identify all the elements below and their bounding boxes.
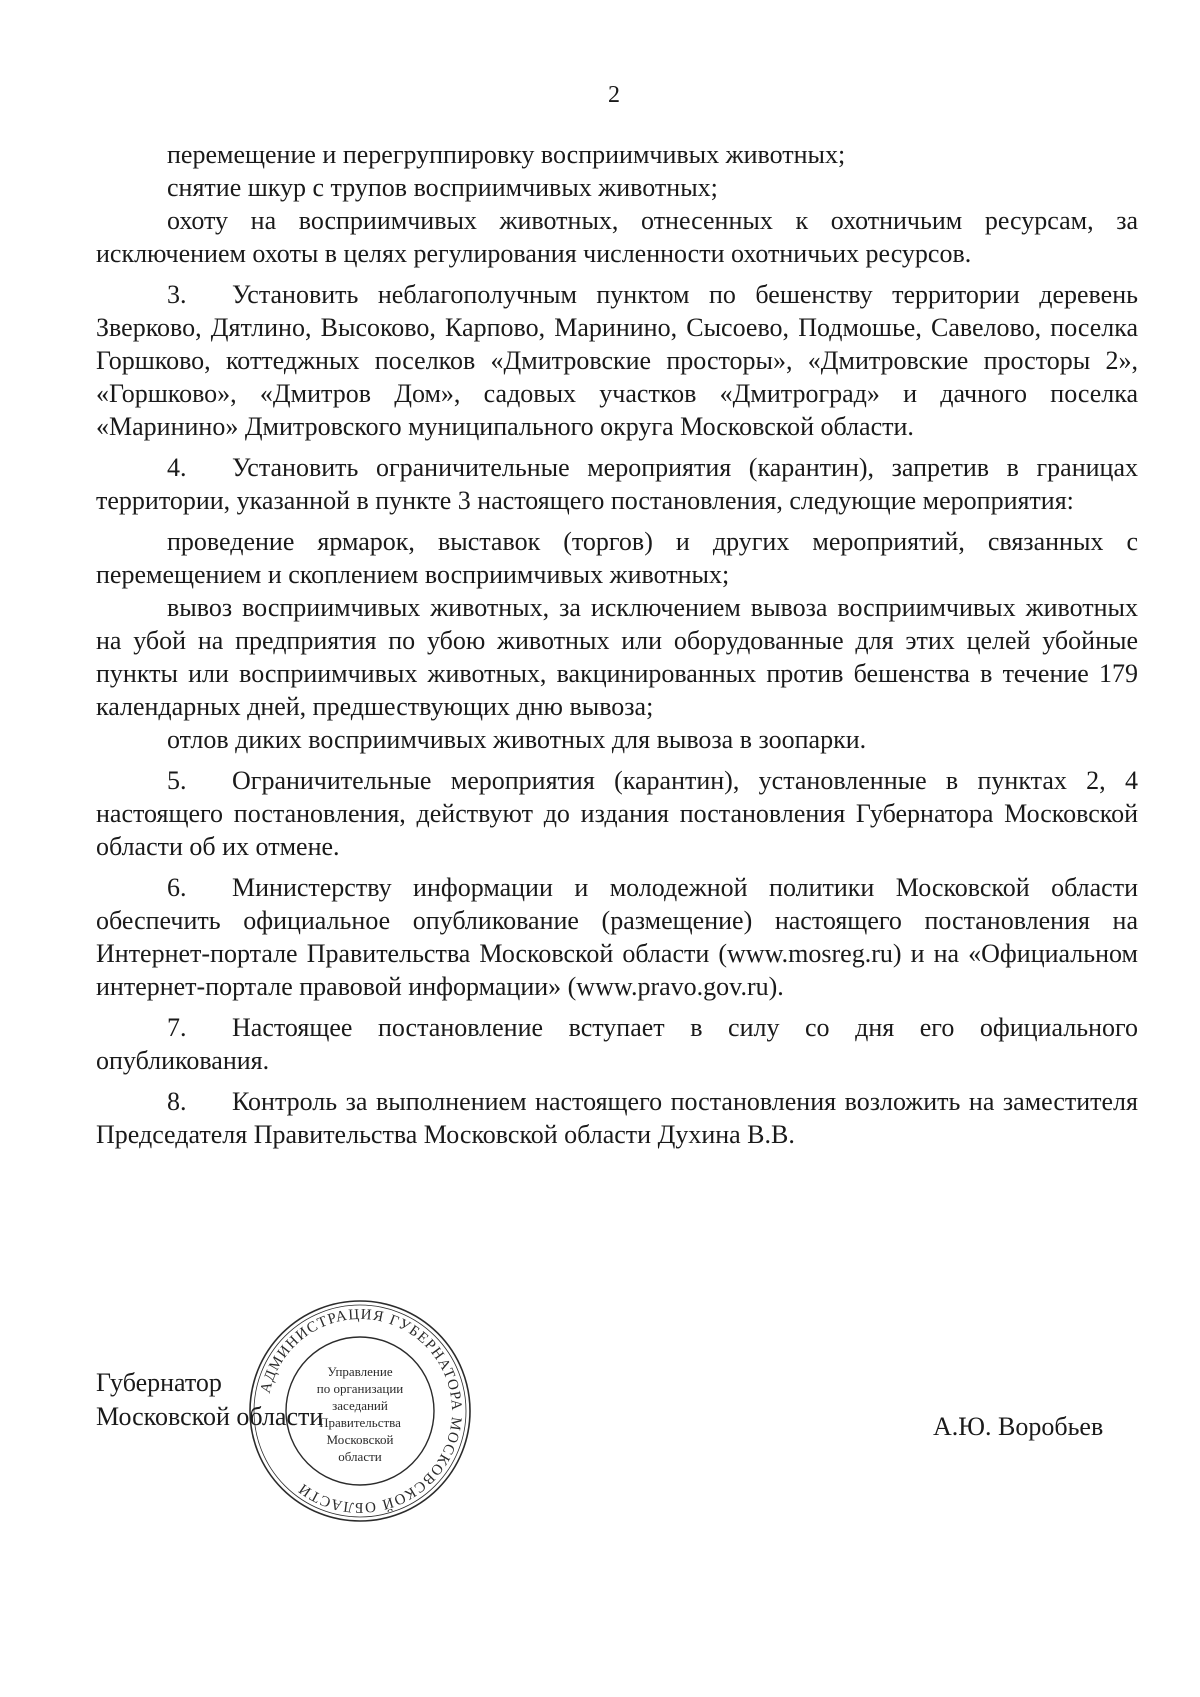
paragraph: охоту на восприимчивых животных, отнесенных к охотничьим ресурсам, за исключением охоты в целях регулирования численности охотничьих ресурсов. (96, 206, 1138, 268)
paragraph: перемещение и перегруппировку восприимчивых животных; (167, 140, 846, 169)
paragraph-number: 7. (167, 1013, 187, 1042)
seal-ring-text: АДМИНИСТРАЦИЯ ГУБЕРНАТОРА МОСКОВСКОЙ ОБЛАСТИ (257, 1306, 465, 1516)
signatory-title (96, 1366, 323, 1434)
seal-inner-line: Московской (326, 1432, 394, 1447)
paragraph: проведение ярмарок, выставок (торгов) и других мероприятий, связанных с перемещением и скоплением восприимчивых животных; (96, 527, 1138, 589)
paragraph-text: Настоящее постановление вступает в силу со дня его официального опубликования. (96, 1013, 1138, 1075)
numbered-paragraph-6 (96, 871, 1138, 1003)
paragraph-text: Ограничительные мероприятия (карантин), установленные в пунктах 2, 4 настоящего постановления, действуют до издания постановления Губернатора Московской области об их отмене. (96, 766, 1138, 861)
seal-inner-line: области (338, 1449, 382, 1464)
seal-inner-line: Правительства (319, 1415, 401, 1430)
paragraph-number: 3. (167, 280, 187, 309)
paragraph-number: 6. (167, 873, 187, 902)
paragraph-number: 4. (167, 453, 187, 482)
page-number: 2 (608, 82, 620, 108)
paragraph-number: 8. (167, 1087, 187, 1116)
paragraph: отлов диких восприимчивых животных для вывоза в зоопарки. (167, 725, 867, 754)
document-body (96, 138, 1138, 1151)
signatory-title-line: Губернатор (96, 1368, 222, 1397)
seal-inner-line: Управление (327, 1364, 393, 1379)
paragraph-text: Установить неблагополучным пунктом по бешенству территории деревень Зверково, Дятлино, Высоково, Карпово, Маринино, Сысоево, Подмошье, Савелово, поселка Горшково, коттеджных поселков «Дмитровские просторы», «Дмитровские просторы 2», «Горшково», «Дмитров Дом», садовых участков «Дмитроград» и дачного поселка «Маринино» Дмитровского муниципального округа Московской области. (96, 280, 1138, 441)
signatory-title-line: Московской области (96, 1402, 324, 1431)
numbered-paragraph-5 (96, 764, 1138, 863)
signatory-name: А.Ю. Воробьев (933, 1412, 1104, 1441)
numbered-paragraph-8 (96, 1085, 1138, 1151)
paragraph-text: Министерству информации и молодежной политики Московской области обеспечить официальное опубликование (размещение) настоящего постановления на Интернет-портале Правительства Московской области (www.mosreg.ru) и на «Официальном интернет-портале правовой информации» (www.pravo.gov.ru). (96, 873, 1138, 1001)
numbered-paragraph-3 (96, 278, 1138, 443)
paragraph-text: Контроль за выполнением настоящего постановления возложить на заместителя Председателя Правительства Московской области Духина В.В. (96, 1087, 1138, 1149)
numbered-paragraph-7 (96, 1011, 1138, 1077)
seal-inner-line: заседаний (332, 1398, 388, 1413)
paragraph-text: Установить ограничительные мероприятия (карантин), запретив в границах территории, указанной в пункте 3 настоящего постановления, следующие мероприятия: (96, 453, 1138, 515)
numbered-paragraph-4 (96, 451, 1138, 517)
paragraph-number: 5. (167, 766, 187, 795)
paragraph: вывоз восприимчивых животных, за исключением вывоза восприимчивых животных на убой на предприятия по убою животных или оборудованные для этих целей убойные пункты или восприимчивых животных, вакцинированных против бешенства в течение 179 календарных дней, предшествующих дню вывоза; (96, 593, 1138, 721)
seal-inner-line: по организации (316, 1381, 404, 1396)
paragraph: снятие шкур с трупов восприимчивых животных; (167, 173, 718, 202)
